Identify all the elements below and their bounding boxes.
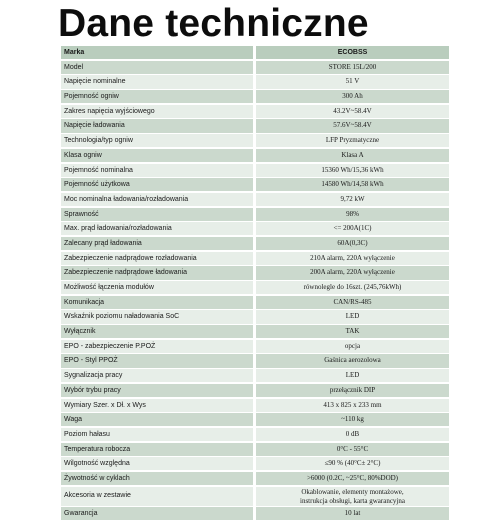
spec-value: 300 Ah — [256, 90, 449, 103]
table-row — [61, 369, 449, 382]
spec-value: Klasa A — [256, 149, 449, 162]
table-row — [61, 90, 449, 103]
spec-label: Komunikacja — [61, 296, 253, 309]
table-header-row — [61, 46, 449, 59]
spec-value: Gaśnica aerozolowa — [256, 354, 449, 367]
spec-label: Wskaźnik poziomu naładowania SoC — [61, 310, 253, 323]
spec-value: LED — [256, 310, 449, 323]
spec-value: ≤90 % (40°C± 2°C) — [256, 457, 449, 470]
spec-value: LED — [256, 369, 449, 382]
table-row — [61, 296, 449, 309]
table-row — [61, 252, 449, 265]
table-row — [61, 149, 449, 162]
spec-label: Temperatura robocza — [61, 443, 253, 456]
table-row — [61, 354, 449, 367]
spec-label: Napięcie nominalne — [61, 75, 253, 88]
spec-label: Pojemność użytkowa — [61, 178, 253, 191]
spec-label: Akcesoria w zestawie — [61, 487, 253, 506]
table-row — [61, 105, 449, 118]
table-row — [61, 443, 449, 456]
table-row — [61, 193, 449, 206]
spec-value: ~110 kg — [256, 413, 449, 426]
spec-value — [256, 487, 449, 506]
spec-label: Napięcie ładowania — [61, 119, 253, 132]
spec-value: równolegle do 16szt. (245,76kWh) — [256, 281, 449, 294]
table-row — [61, 457, 449, 470]
table-row — [61, 266, 449, 279]
spec-label: Zabezpieczenie nadprądowe rozładowania — [61, 252, 253, 265]
table-row — [61, 208, 449, 221]
table-row — [61, 134, 449, 147]
header-label: Marka — [61, 46, 253, 59]
spec-label: Sprawność — [61, 208, 253, 221]
spec-value: 0°C - 55°C — [256, 443, 449, 456]
spec-label: Max. prąd ładowania/rozładowania — [61, 222, 253, 235]
page-title: Dane techniczne — [58, 2, 369, 45]
table-row — [61, 178, 449, 191]
table-row — [61, 164, 449, 177]
table-row — [61, 507, 449, 520]
spec-value: przełącznik DIP — [256, 384, 449, 397]
spec-value: STORE 15L/200 — [256, 61, 449, 74]
spec-value: 57.6V~58.4V — [256, 119, 449, 132]
spec-label: Model — [61, 61, 253, 74]
spec-label: Technologia/typ ogniw — [61, 134, 253, 147]
header-value: ECOBSS — [256, 46, 449, 59]
spec-label: Wilgotność względna — [61, 457, 253, 470]
table-row — [61, 310, 449, 323]
spec-label: Zabezpieczenie nadprądowe ładowania — [61, 266, 253, 279]
spec-value: 9,72 kW — [256, 193, 449, 206]
spec-label: Wyłącznik — [61, 325, 253, 338]
spec-value: 51 V — [256, 75, 449, 88]
table-row — [61, 399, 449, 412]
table-row — [61, 340, 449, 353]
spec-value: >6000 (0.2C, ~25°C, 80%DOD) — [256, 472, 449, 485]
spec-value: 413 x 825 x 233 mm — [256, 399, 449, 412]
table-body — [61, 61, 449, 521]
table-row — [61, 413, 449, 426]
spec-value-line: Okablowanie, elementy montażowe, — [301, 488, 404, 497]
spec-value: 10 lat — [256, 507, 449, 520]
table-row — [61, 75, 449, 88]
spec-label: Sygnalizacja pracy — [61, 369, 253, 382]
spec-value: 200A alarm, 220A wyłączenie — [256, 266, 449, 279]
spec-label: Wybór trybu pracy — [61, 384, 253, 397]
table-row — [61, 237, 449, 250]
table-row — [61, 472, 449, 485]
spec-value: 43.2V~58.4V — [256, 105, 449, 118]
table-row — [61, 61, 449, 74]
spec-label: Moc nominalna ładowania/rozładowania — [61, 193, 253, 206]
spec-label: Gwarancja — [61, 507, 253, 520]
spec-table — [61, 46, 449, 522]
spec-label: Klasa ogniw — [61, 149, 253, 162]
table-row — [61, 119, 449, 132]
table-row — [61, 487, 449, 506]
table-row — [61, 325, 449, 338]
spec-value: 98% — [256, 208, 449, 221]
spec-value: 14580 Wh/14,58 kWh — [256, 178, 449, 191]
spec-value: 210A alarm, 220A wyłączenie — [256, 252, 449, 265]
spec-label: Żywotność w cyklach — [61, 472, 253, 485]
spec-label: Możliwość łączenia modułów — [61, 281, 253, 294]
spec-label: EPO - zabezpieczenie P.POŻ — [61, 340, 253, 353]
spec-label: Pojemność ogniw — [61, 90, 253, 103]
spec-label: Waga — [61, 413, 253, 426]
table-row — [61, 281, 449, 294]
spec-value: CAN/RS-485 — [256, 296, 449, 309]
spec-value: opcja — [256, 340, 449, 353]
spec-label: Zakres napięcia wyjściowego — [61, 105, 253, 118]
spec-value: 0 dB — [256, 428, 449, 441]
spec-value: 15360 Wh/15,36 kWh — [256, 164, 449, 177]
table-row — [61, 222, 449, 235]
spec-value: <= 200A(1C) — [256, 222, 449, 235]
spec-value: 60A(0,3C) — [256, 237, 449, 250]
spec-label: Poziom hałasu — [61, 428, 253, 441]
spec-value-line: instrukcja obsługi, karta gwarancyjna — [300, 496, 405, 505]
table-row — [61, 384, 449, 397]
table-row — [61, 428, 449, 441]
spec-value: LFP Pryzmatyczne — [256, 134, 449, 147]
spec-label: Pojemność nominalna — [61, 164, 253, 177]
spec-value: TAK — [256, 325, 449, 338]
spec-label: Zalecany prąd ładowania — [61, 237, 253, 250]
spec-label: EPO - Styl PPOŻ — [61, 354, 253, 367]
spec-label: Wymiary Szer. x Dł. x Wys — [61, 399, 253, 412]
